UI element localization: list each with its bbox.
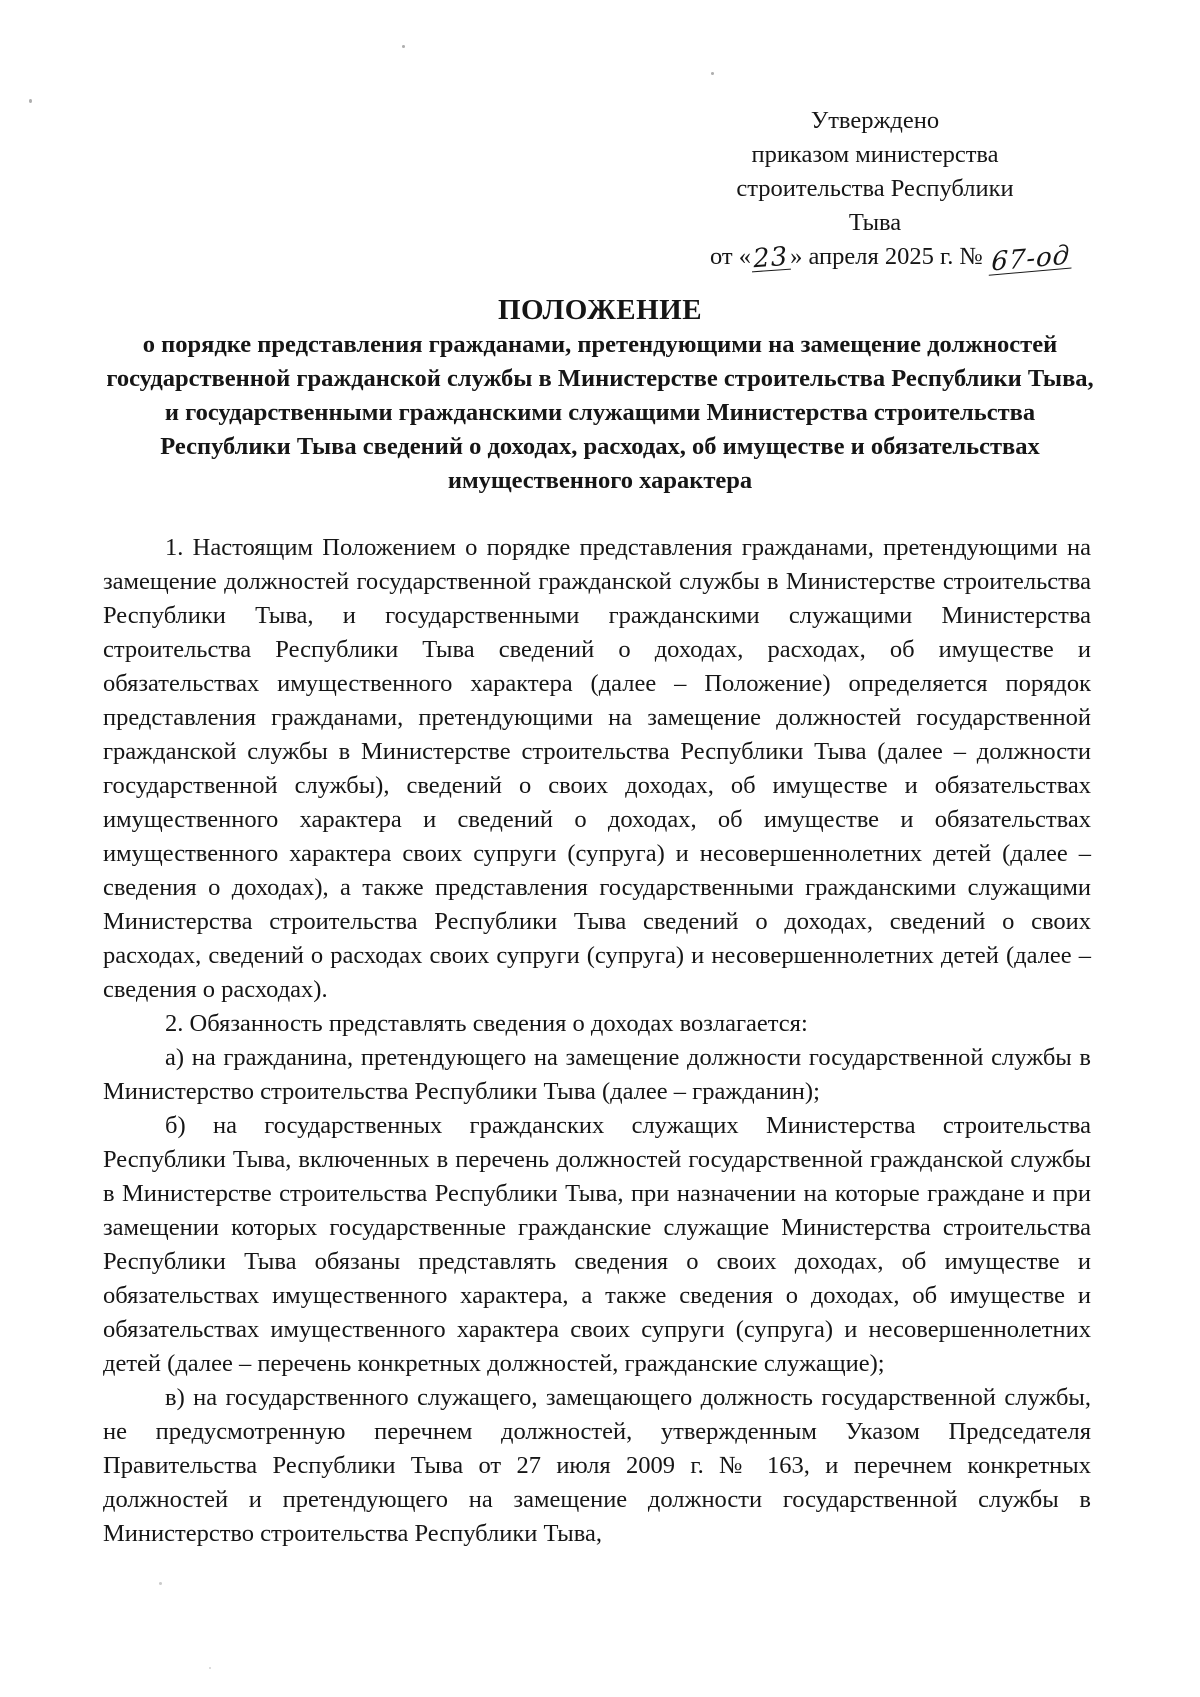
handwritten-order-number: 67-од [990, 240, 1072, 278]
paragraph-2: 2. Обязанность представлять сведения о доходах возлагается: [165, 1010, 808, 1037]
approval-line-approved: Утверждено [810, 107, 940, 134]
paragraph-2b: б) на государственных гражданских служащих Министерства строительства Республики Тыва, включенных в перечень должностей государственной гражданской службы в Министерстве строительства Республики Тыва, при назначении на которые граждане и при замещении которых государственные гражданские служащие Министерства строительства Республики Тыва обязаны представлять сведения о своих доходах, об имуществе и обязательствах имущественного характера, а также сведения о доходах, об имуществе и обязательствах имущественного характера своих супруги (супруга) и несовершеннолетних детей (далее – перечень конкретных должностей, гражданские служащие); [103, 1112, 1091, 1377]
paragraph-2a: а) на гражданина, претендующего на замещение должности государственной службы в Министерство строительства Республики Тыва (далее – гражданин); [103, 1044, 1091, 1105]
paragraph-1: 1. Настоящим Положением о порядке представления гражданами, претендующими на замещение должностей государственной гражданской службы в Министерстве строительства Республики Тыва, и государственными гражданскими служащими Министерства строительства Республики Тыва сведений о доходах, расходах, об имуществе и обязательствах имущественного характера (далее – Положение) определяется порядок представления гражданами, претендующими на замещение должностей государственной гражданской службы в Министерстве строительства Республики Тыва (далее – должности государственной службы), сведений о своих доходах, об имуществе и обязательствах имущественного характера и сведений о доходах, об имуществе и обязательствах имущественного характера своих супруги (супруга) и несовершеннолетних детей (далее – сведения о доходах), а также представления государственными гражданскими служащими Министерства строительства Республики Тыва сведений о доходах, сведений о своих расходах, сведений о расходах своих супруги (супруга) и несовершеннолетних детей (далее – сведения о расходах). [103, 534, 1091, 1003]
document-body [103, 531, 1091, 1551]
document-subtitle: о порядке представления гражданами, претендующими на замещение должностей государственной гражданской службы в Министерстве строительства Республики Тыва, и государственными гражданскими служащими Министерства строительства Республики Тыва сведений о доходах, расходах, об имуществе и обязательствах имущественного характера [106, 331, 1094, 494]
approval-line-ministry: строительства Республики Тыва [736, 175, 1014, 236]
scan-speck [29, 99, 32, 103]
approval-date-line [710, 240, 1072, 278]
handwritten-day: 23 [752, 241, 790, 275]
scan-speck [209, 1667, 211, 1669]
date-suffix: » апреля 2025 г. № [790, 243, 990, 270]
approval-block [710, 104, 1072, 278]
approval-line-order: приказом министерства [751, 141, 999, 168]
document-title: ПОЛОЖЕНИЕ [497, 294, 703, 326]
scan-speck [402, 45, 405, 48]
title-block [0, 292, 1200, 498]
scan-speck [711, 72, 714, 75]
paragraph-2v: в) на государственного служащего, замещающего должность государственной службы, не предусмотренную перечнем должностей, утвержденным Указом Председателя Правительства Республики Тыва от 27 июля 2009 г. № 163, и перечнем конкретных должностей и претендующего на замещение должности государственной службы в Министерство строительства Республики Тыва, [103, 1384, 1091, 1547]
date-prefix: от « [710, 243, 752, 270]
scan-speck [159, 1582, 162, 1585]
